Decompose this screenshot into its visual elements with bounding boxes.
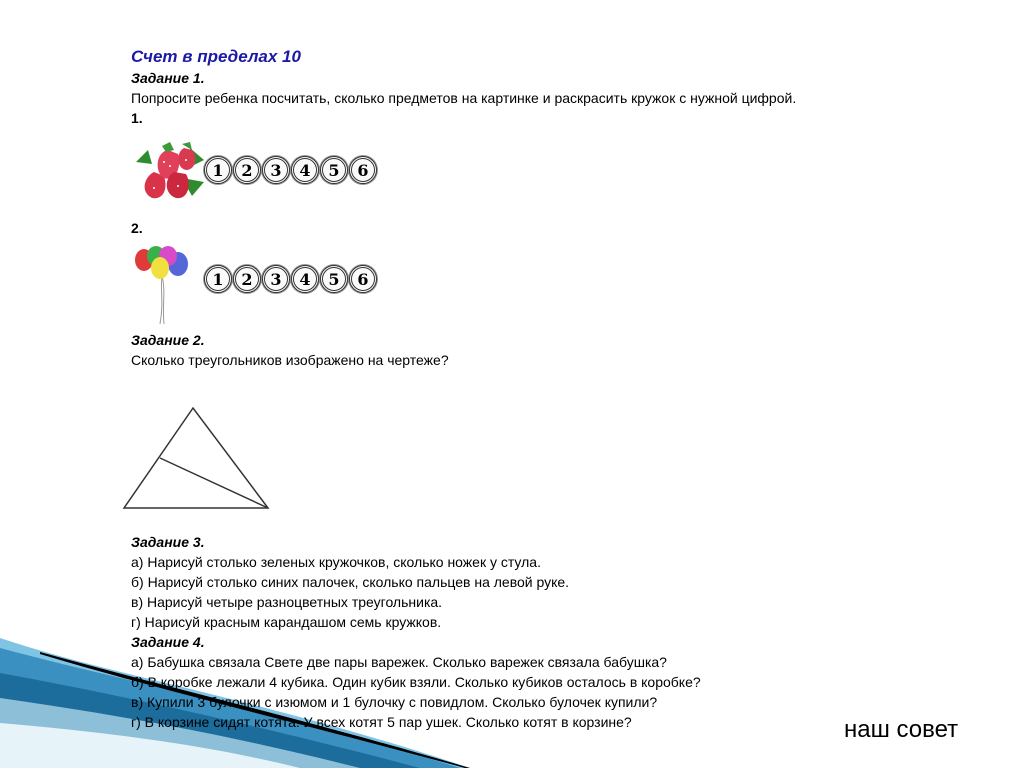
- balloons-picture: [134, 246, 190, 326]
- task4-heading: Задание 4.: [131, 634, 205, 650]
- task3-line: г) Нарисуй красным карандашом семь кружков.: [131, 614, 442, 630]
- task2-block: [131, 330, 931, 370]
- number-option-circle[interactable]: 2: [233, 265, 261, 293]
- task1-heading: Задание 1.: [131, 70, 205, 86]
- task3-line: а) Нарисуй столько зеленых кружочков, сколько ножек у стула.: [131, 554, 541, 570]
- number-option-circle[interactable]: 1: [204, 156, 232, 184]
- task3-line: в) Нарисуй четыре разноцветных треугольника.: [131, 594, 443, 610]
- task4-line: в) Купили 3 булочки с изюмом и 1 булочку с повидлом. Сколько булочек купили?: [131, 694, 658, 710]
- item2-number-options: [204, 265, 377, 293]
- number-option-circle[interactable]: 6: [349, 156, 377, 184]
- task1-instruction: Попросите ребенка посчитать, сколько предметов на картинке и раскрасить кружок с нужной цифрой.: [131, 90, 797, 106]
- number-option-circle[interactable]: 1: [204, 265, 232, 293]
- item1-number-options: [204, 156, 377, 184]
- item1-label: 1.: [131, 110, 143, 126]
- advice-label: наш совет: [844, 716, 959, 743]
- task3-block: [131, 532, 991, 732]
- triangle-drawing: [120, 405, 275, 513]
- task3-heading: Задание 3.: [131, 534, 205, 550]
- task2-heading: Задание 2.: [131, 332, 205, 348]
- page-title: Счет в пределах 10: [131, 47, 301, 66]
- strawberries-picture: [134, 142, 206, 200]
- item2-label: 2.: [131, 220, 143, 236]
- task4-line: г) В корзине сидят котята. У всех котят 5 пар ушек. Сколько котят в корзине?: [131, 714, 632, 730]
- task4-line: б) В коробке лежали 4 кубика. Один кубик взяли. Сколько кубиков осталось в коробке?: [131, 674, 701, 690]
- number-option-circle[interactable]: 3: [262, 156, 290, 184]
- number-option-circle[interactable]: 6: [349, 265, 377, 293]
- number-option-circle[interactable]: 2: [233, 156, 261, 184]
- number-option-circle[interactable]: 5: [320, 156, 348, 184]
- task2-question: Сколько треугольников изображено на чертеже?: [131, 352, 449, 368]
- task3-line: б) Нарисуй столько синих палочек, сколько пальцев на левой руке.: [131, 574, 570, 590]
- number-option-circle[interactable]: 4: [291, 265, 319, 293]
- task4-line: а) Бабушка связала Свете две пары варежек. Сколько варежек связала бабушка?: [131, 654, 667, 670]
- number-option-circle[interactable]: 5: [320, 265, 348, 293]
- number-option-circle[interactable]: 3: [262, 265, 290, 293]
- number-option-circle[interactable]: 4: [291, 156, 319, 184]
- worksheet: [131, 46, 991, 128]
